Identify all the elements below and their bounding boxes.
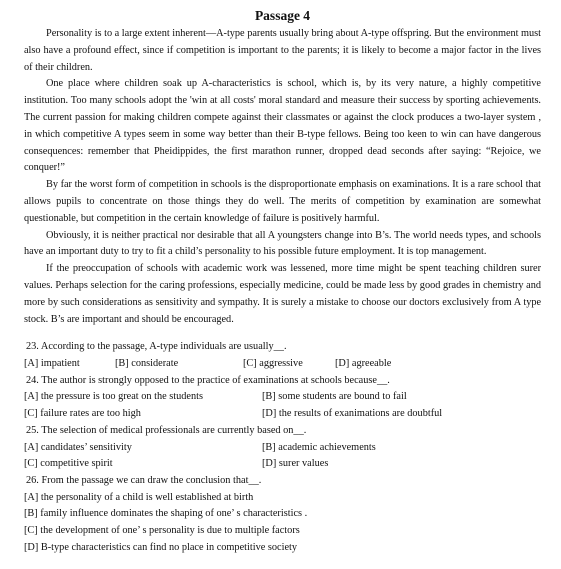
option-a: [A] the personality of a child is well established at birth xyxy=(24,491,254,503)
option-a: [A] impatient xyxy=(24,358,80,370)
option-d: [D] surer values xyxy=(262,458,329,470)
question-section xyxy=(24,339,541,556)
option-row xyxy=(24,389,541,406)
option-c: [C] aggressive xyxy=(243,358,303,370)
option-row xyxy=(24,440,541,457)
option-row xyxy=(24,406,541,423)
question-23 xyxy=(24,339,541,372)
paragraph: Obviously, it is neither practical nor desirable that all A youngsters change into B’s. The world needs types, and schools have an important duty to try to fit a child’s personality to his possible future employment. It is top management. xyxy=(24,229,541,258)
paragraph: One place where children soak up A-characteristics is school, which is, by its very nature, a highly competitive institution. Too many schools adopt the 'win at all costs' moral standard and measure their success by sporting achievements. The current passion for making children compete against their classmates or against the clock produces a two-layer system , in which competitive A types seem in some way better than their B-type fellows. Being too keen to win can have dangerous consequences: remember that Pheidippides, the first marathon runner, dropped dead seconds after saying: “Rejoice, we conquer!” xyxy=(24,78,541,174)
question-26 xyxy=(24,473,541,557)
passage-body xyxy=(24,26,541,328)
passage-title: Passage 4 xyxy=(254,8,311,23)
option-b: [B] family influence dominates the shaping of one’ s characteristics . xyxy=(24,508,308,520)
option-b: [B] academic achievements xyxy=(262,441,376,453)
option-c: [C] competitive spirit xyxy=(24,458,113,470)
question-stem: 24. The author is strongly opposed to the practice of examinations at schools because__. xyxy=(26,374,390,386)
option-d: [D] agreeable xyxy=(335,358,392,370)
paragraph: By far the worst form of competition in schools is the disproportionate emphasis on examinations. It is a rare school that allows pupils to concentrate on those things they do well. The merits of competition by examination are somewhat questionable, but competition in the certain knowledge of failure is positively harmful. xyxy=(24,179,541,224)
option-row xyxy=(24,456,541,473)
option-c: [C] failure rates are too high xyxy=(24,408,141,420)
question-stem: 26. From the passage we can draw the conclusion that__. xyxy=(26,474,262,486)
option-d: [D] the results of exanimations are doubtful xyxy=(262,408,443,420)
question-stem: 23. According to the passage, A-type individuals are usually__. xyxy=(26,341,287,353)
option-a: [A] the pressure is too great on the students xyxy=(24,391,204,403)
paragraph: If the preoccupation of schools with academic work was lessened, more time might be spent teaching children surer values. Perhaps selection for the caring professions, especially medicine, could be made less by good grades in chemistry and more by such considerations as sensitivity and sympathy. It is surely a mistake to choose our doctors exclusively from A type stock. B’s are important and should be encouraged. xyxy=(24,263,541,325)
option-c: [C] the development of one’ s personality is due to multiple factors xyxy=(24,525,300,537)
option-a: [A] candidates’ sensitivity xyxy=(24,441,132,453)
option-d: [D] B-type characteristics can find no place in competitive society xyxy=(24,541,298,553)
option-row xyxy=(24,356,541,373)
option-b: [B] some students are bound to fail xyxy=(262,391,407,403)
paragraph: Personality is to a large extent inherent—A-type parents usually bring about A-type offspring. But the environment must also have a profound effect, since if competition is important to the parents; it is likely to become a major factor in the lives of their children. xyxy=(24,28,541,73)
question-25 xyxy=(24,423,541,473)
question-24 xyxy=(24,373,541,423)
option-b: [B] considerate xyxy=(115,358,179,370)
question-stem: 25. The selection of medical professionals are currently based on__. xyxy=(26,424,307,436)
